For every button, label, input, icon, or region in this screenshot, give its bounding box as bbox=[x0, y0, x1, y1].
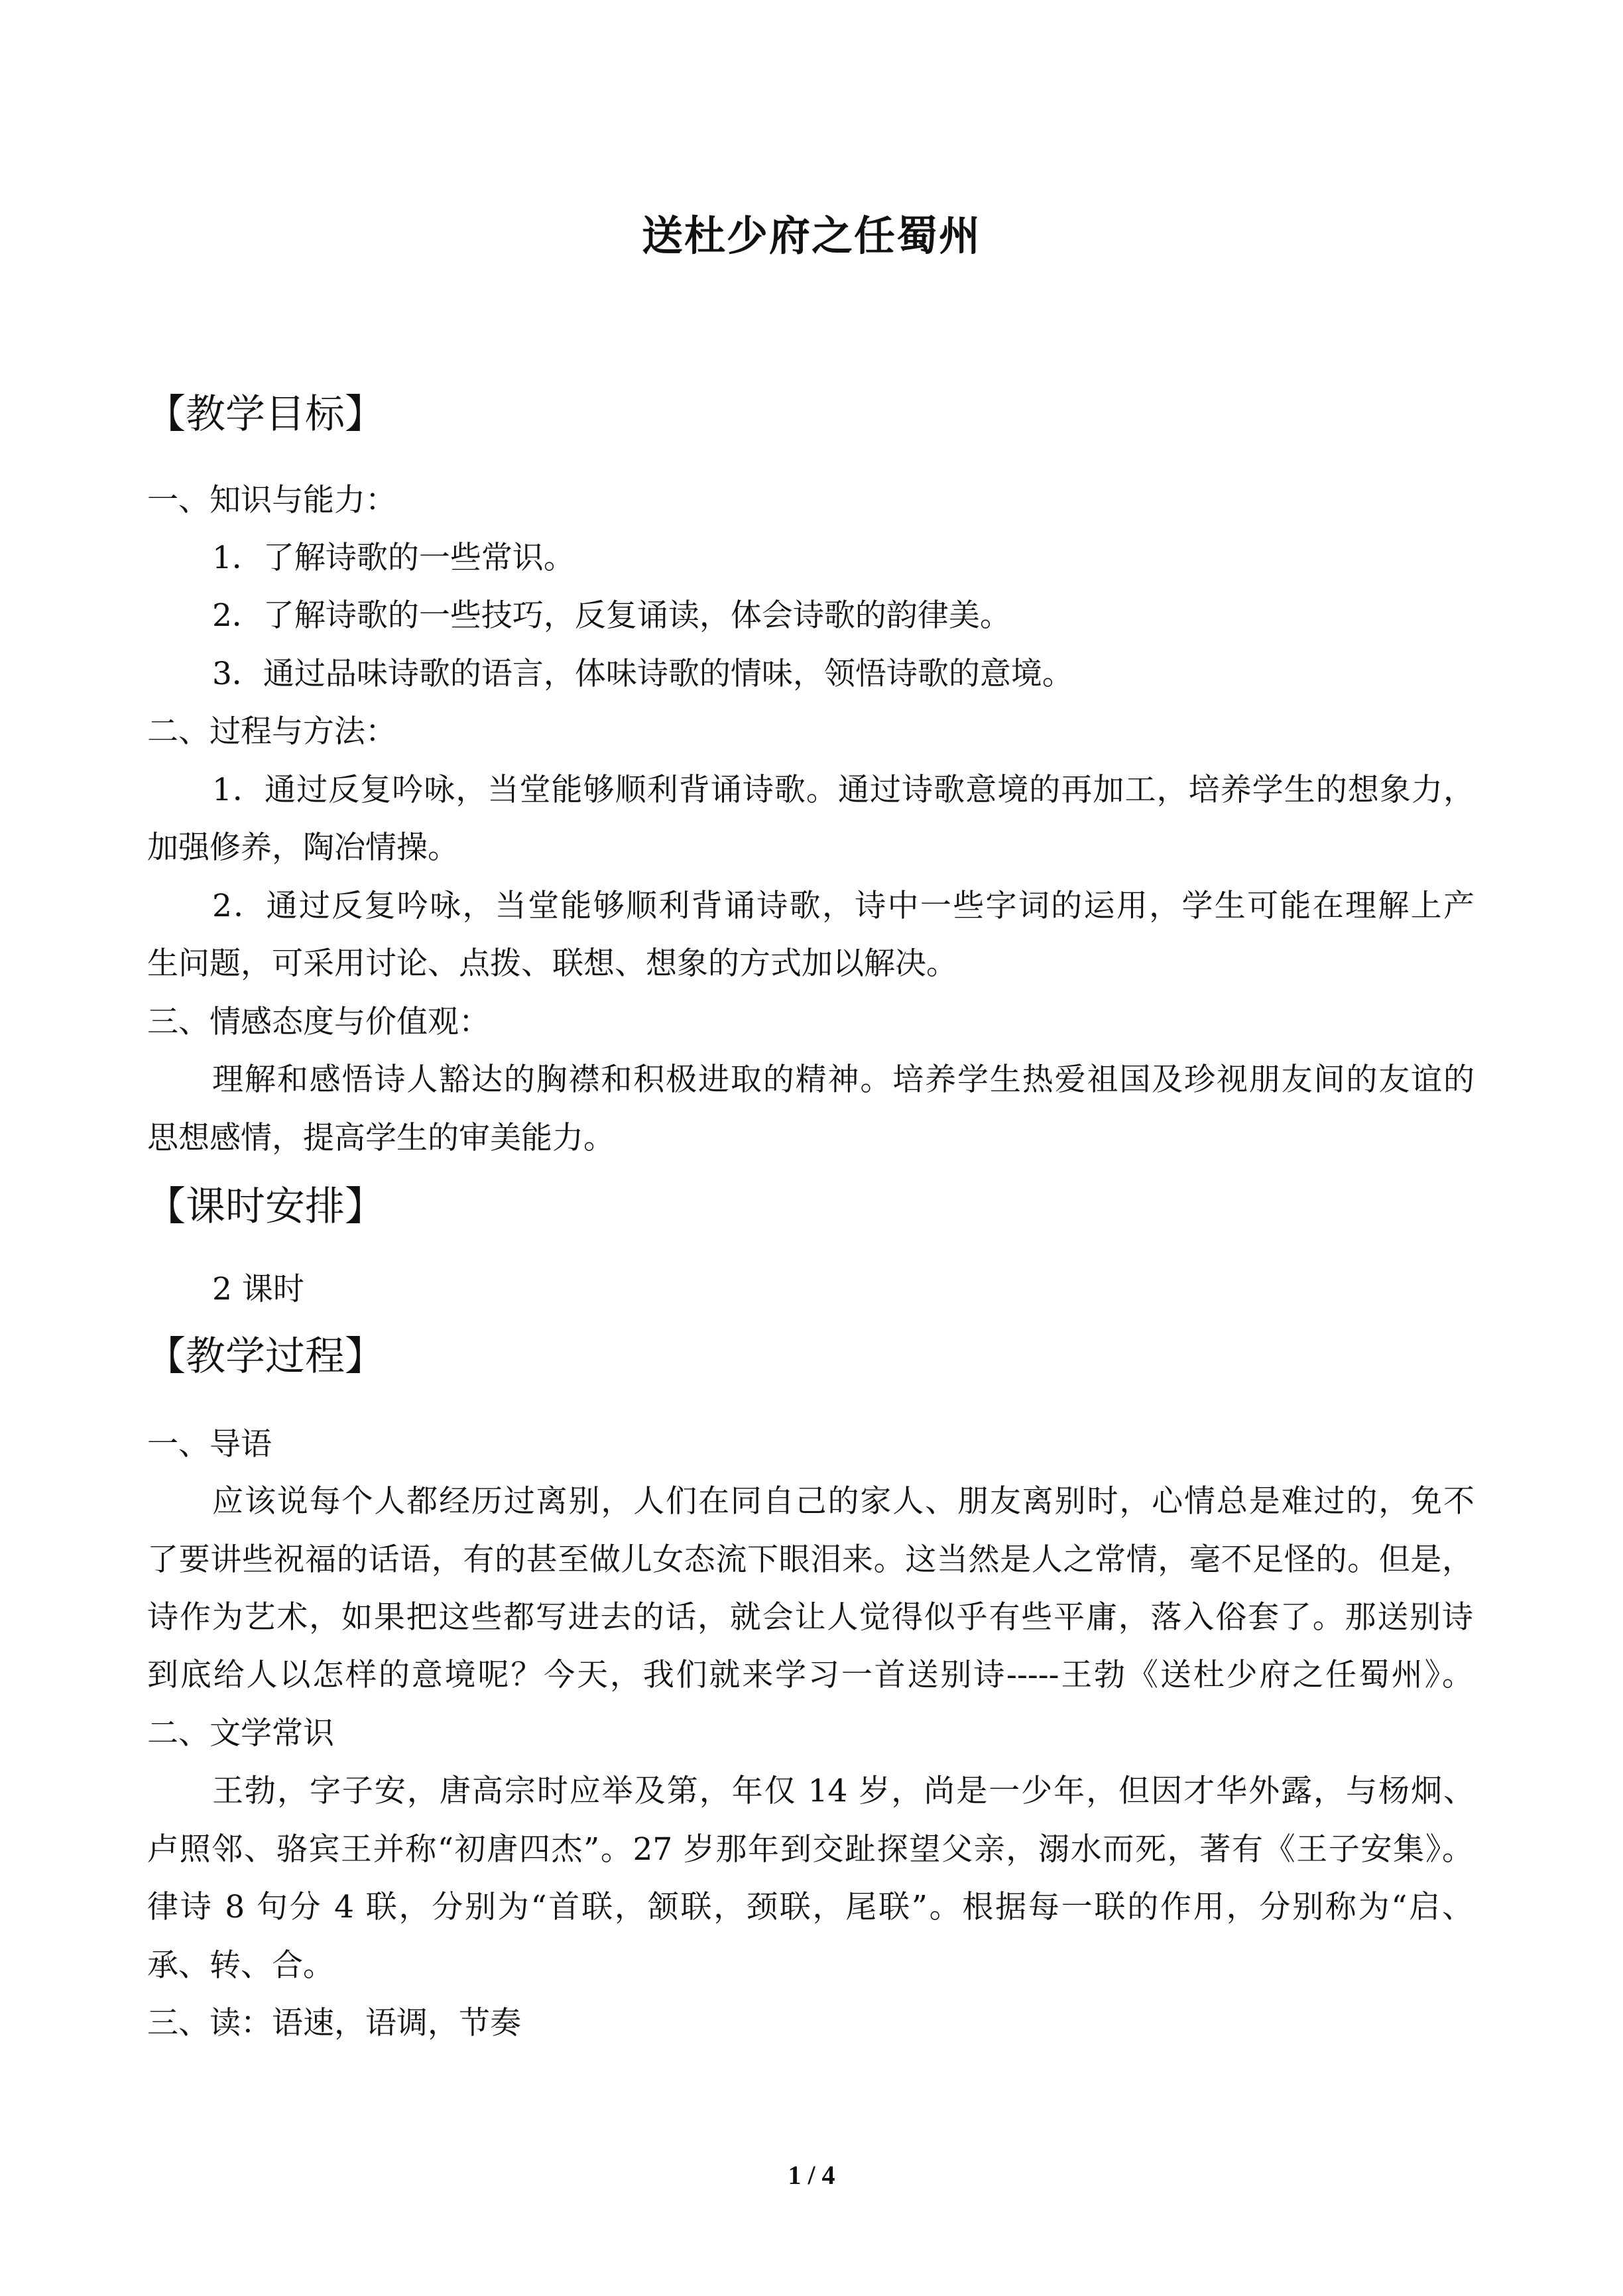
goals-values-line-1: 理解和感悟诗人豁达的胸襟和积极进取的精神。培养学生热爱祖国及珍视朋友间的友谊的 bbox=[212, 1061, 1474, 1098]
section-heading-goals: 【教学目标】 bbox=[146, 391, 385, 438]
process-reading-heading: 三、读：语速，语调，节奏 bbox=[147, 2005, 521, 2041]
document-title: 送杜少府之任蜀州 bbox=[641, 211, 981, 260]
process-literature-line-3: 律诗 8 句分 4 联，分别为“首联，颔联，颈联，尾联”。根据每一联的作用，分别称为“启、 bbox=[147, 1889, 1473, 1925]
section-heading-schedule: 【课时安排】 bbox=[146, 1183, 385, 1230]
process-literature-heading: 二、文学常识 bbox=[147, 1715, 334, 1752]
goals-process-item-1-line-2: 加强修养，陶冶情操。 bbox=[147, 829, 459, 866]
goals-knowledge-item-2: 2．了解诗歌的一些技巧，反复诵读，体会诗歌的韵律美。 bbox=[212, 597, 1011, 634]
goals-knowledge-item-1: 1．了解诗歌的一些常识。 bbox=[212, 540, 575, 576]
goals-heading-values: 三、情感态度与价值观： bbox=[147, 1004, 490, 1040]
section-heading-process: 【教学过程】 bbox=[146, 1333, 385, 1380]
process-literature-line-1: 王勃，字子安，唐高宗时应举及第，年仅 14 岁，尚是一少年，但因才华外露，与杨炯、 bbox=[212, 1773, 1474, 1809]
process-intro-heading: 一、导语 bbox=[147, 1426, 272, 1463]
process-intro-line-4: 到底给人以怎样的意境呢？今天，我们就来学习一首送别诗-----王勃《送杜少府之任蜀州》。 bbox=[147, 1657, 1473, 1693]
process-intro-line-1: 应该说每个人都经历过离别，人们在同自己的家人、朋友离别时，心情总是难过的，免不 bbox=[212, 1483, 1474, 1520]
schedule-text: 2 课时 bbox=[212, 1271, 304, 1307]
process-literature-line-4: 承、转、合。 bbox=[147, 1947, 334, 1984]
process-literature-line-2: 卢照邻、骆宾王并称“初唐四杰”。27 岁那年到交趾探望父亲，溺水而死，著有《王子安集》。 bbox=[147, 1831, 1473, 1868]
goals-heading-knowledge: 一、知识与能力： bbox=[147, 482, 396, 518]
goals-values-line-2: 思想感情，提高学生的审美能力。 bbox=[147, 1120, 615, 1156]
process-intro-line-3: 诗作为艺术，如果把这些都写进去的话，就会让人觉得似乎有些平庸，落入俗套了。那送别诗 bbox=[147, 1599, 1473, 1636]
goals-process-item-1-line-1: 1．通过反复吟咏，当堂能够顺利背诵诗歌。通过诗歌意境的再加工，培养学生的想象力， bbox=[212, 772, 1474, 808]
goals-heading-process: 二、过程与方法： bbox=[147, 713, 396, 750]
process-intro-line-2: 了要讲些祝福的话语，有的甚至做儿女态流下眼泪来。这当然是人之常情，毫不足怪的。但是， bbox=[147, 1541, 1473, 1578]
goals-knowledge-item-3: 3．通过品味诗歌的语言，体味诗歌的情味，领悟诗歌的意境。 bbox=[212, 656, 1073, 692]
goals-process-item-2-line-1: 2．通过反复吟咏，当堂能够顺利背诵诗歌，诗中一些字词的运用，学生可能在理解上产 bbox=[212, 888, 1474, 924]
goals-process-item-2-line-2: 生问题，可采用讨论、点拨、联想、想象的方式加以解决。 bbox=[147, 945, 957, 982]
page-number: 1 / 4 bbox=[788, 2160, 835, 2190]
